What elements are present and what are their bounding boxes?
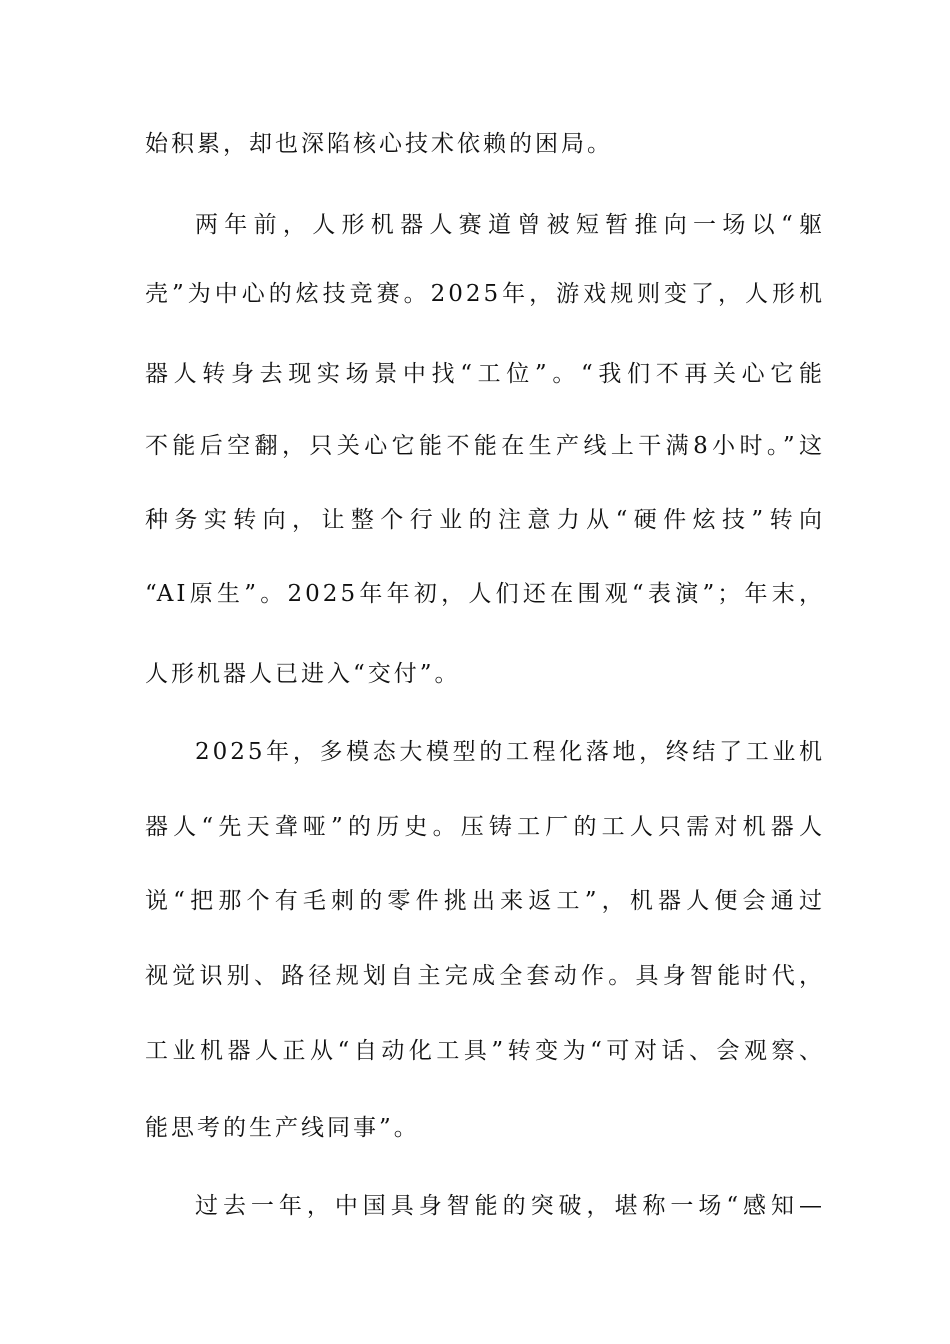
text-line: 人形机器人已进入“交付”。 xyxy=(145,661,461,687)
paragraph-first-line: 2025年，多模态大模型的工程化落地，终结了工业机 xyxy=(195,739,825,765)
text-line: 始积累，却也深陷核心技术依赖的困局。 xyxy=(145,131,613,157)
text-line: 工业机器人正从“自动化工具”转变为“可对话、会观察、 xyxy=(145,1038,825,1064)
text-line: 说“把那个有毛刺的零件挑出来返工”，机器人便会通过 xyxy=(145,888,825,914)
text-line: 能思考的生产线同事”。 xyxy=(145,1115,420,1141)
text-line: 视觉识别、路径规划自主完成全套动作。具身智能时代， xyxy=(145,963,825,989)
text-line: 壳”为中心的炫技竞赛。2025年，游戏规则变了，人形机 xyxy=(145,281,825,307)
text-line: 器人转身去现实场景中找“工位”。“我们不再关心它能 xyxy=(145,361,825,387)
text-line: 不能后空翻，只关心它能不能在生产线上干满8小时。”这 xyxy=(145,433,825,459)
text-line: 器人“先天聋哑”的历史。压铸工厂的工人只需对机器人 xyxy=(145,814,825,840)
text-line: “AI原生”。2025年年初，人们还在围观“表演”；年末， xyxy=(145,581,825,607)
paragraph-first-line: 过去一年，中国具身智能的突破，堪称一场“感知— xyxy=(195,1193,825,1219)
text-line: 种务实转向，让整个行业的注意力从“硬件炫技”转向 xyxy=(145,507,825,533)
paragraph-first-line: 两年前，人形机器人赛道曾被短暂推向一场以“躯 xyxy=(195,212,825,238)
